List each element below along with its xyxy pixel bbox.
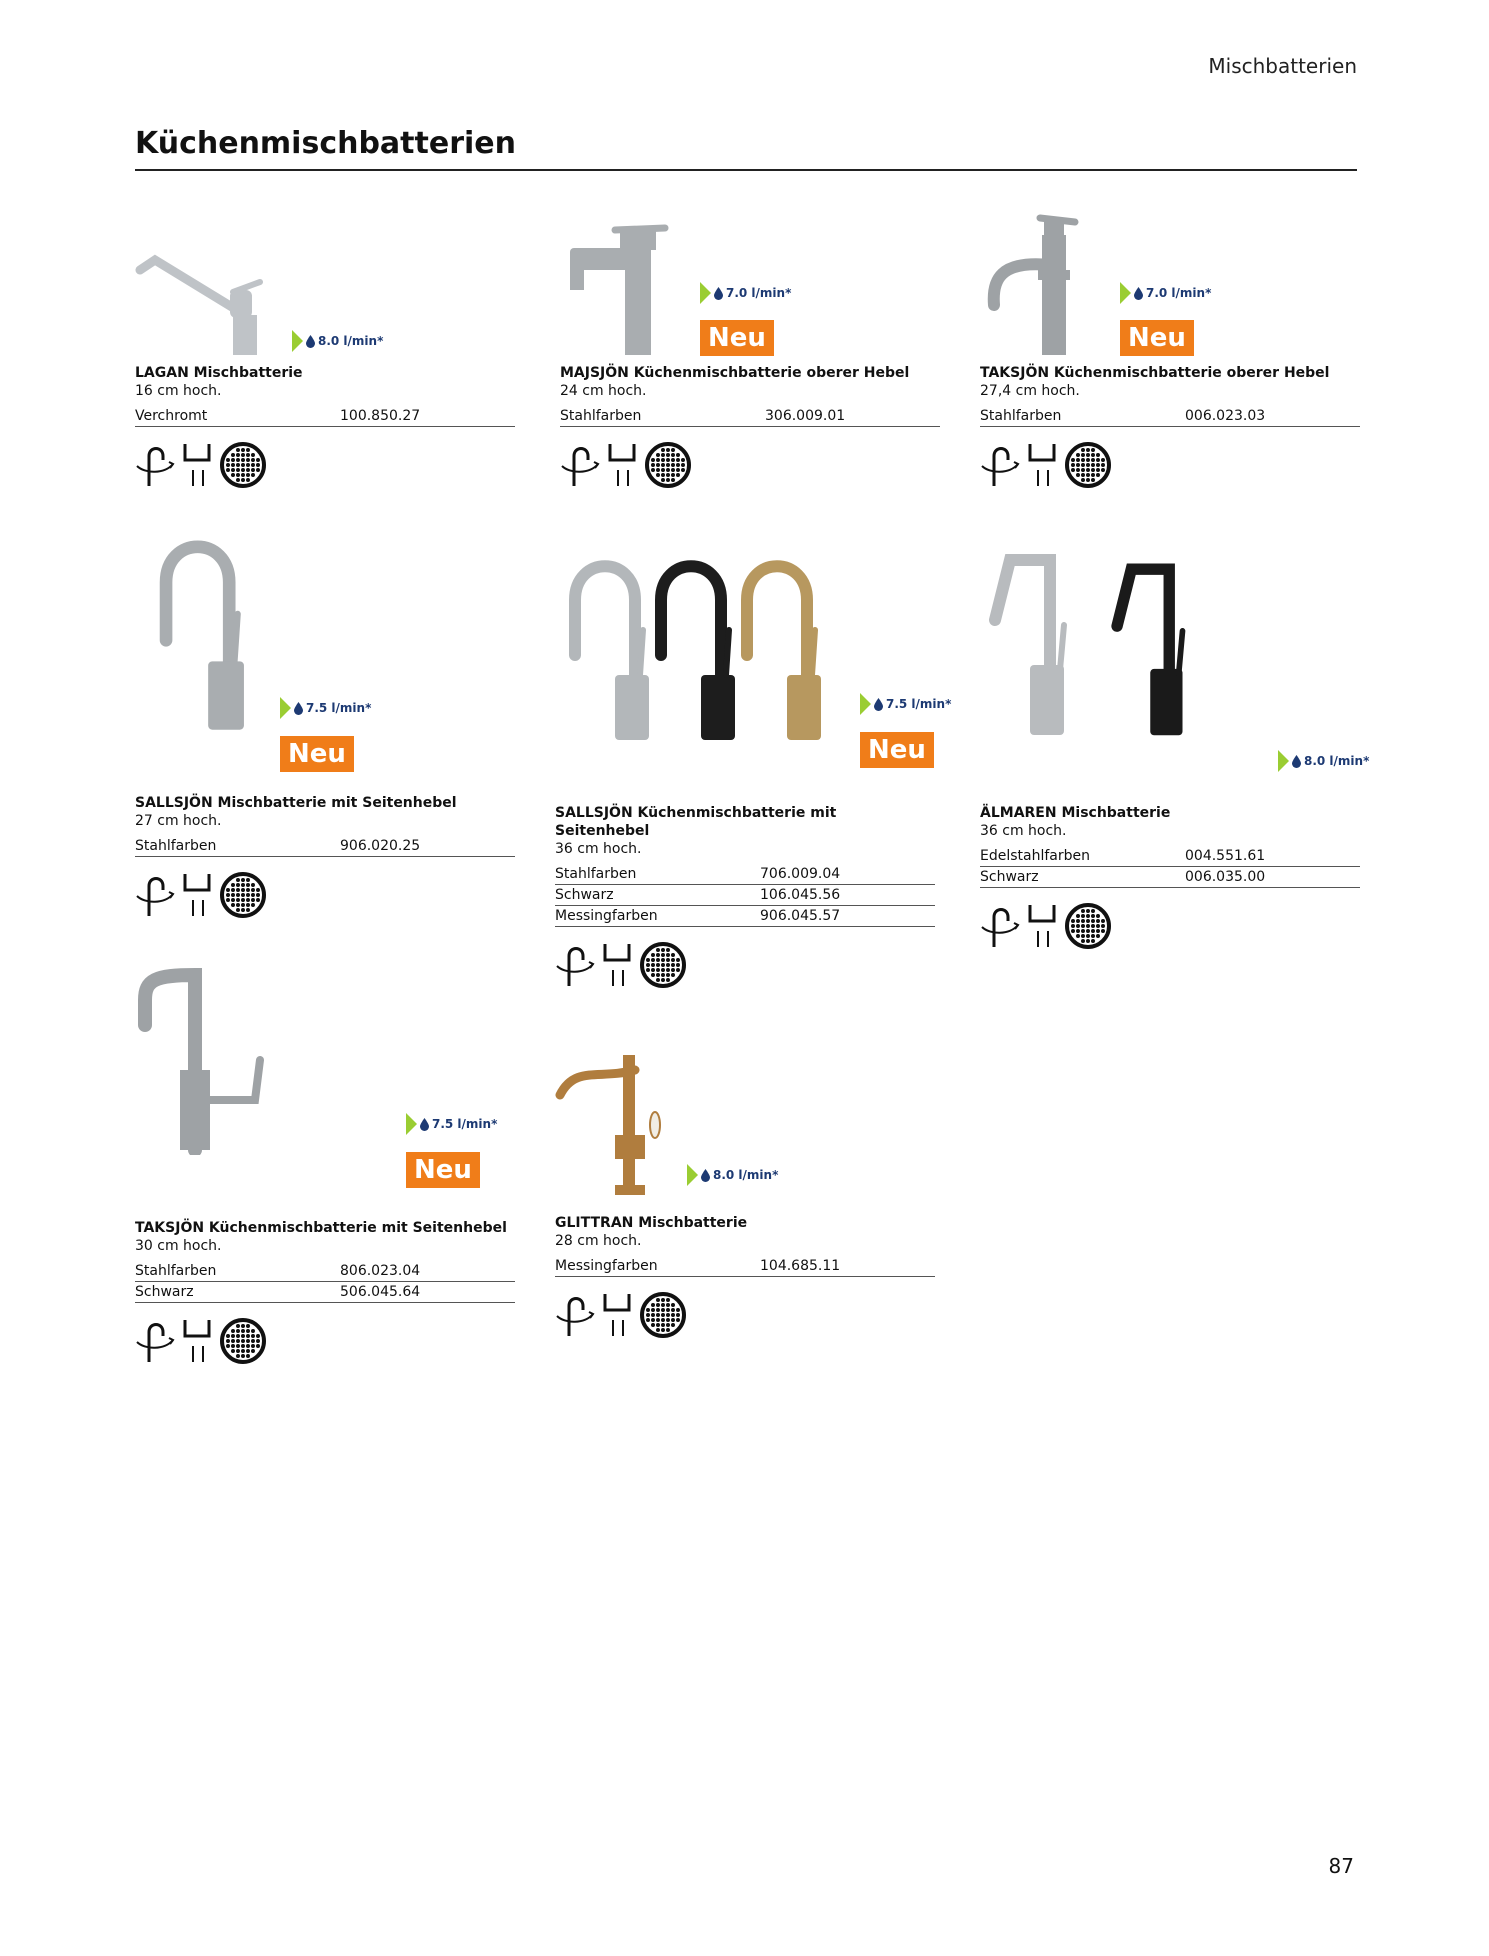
variant-color: Schwarz	[135, 1284, 194, 1300]
variant-row	[555, 906, 935, 927]
double-sink-icon	[179, 1318, 215, 1368]
flow-rate-value: 8.0 l/min*	[318, 334, 384, 348]
double-sink-icon	[599, 1292, 635, 1342]
double-sink-icon	[604, 442, 640, 492]
faucet-image	[980, 545, 1090, 740]
double-sink-icon	[179, 872, 215, 922]
aerator-icon	[644, 441, 692, 493]
product-name: TAKSJÖN Küchenmischbatterie mit Seitenhebel	[135, 1220, 507, 1236]
variant-row	[135, 406, 515, 427]
green-arrow-icon	[700, 282, 711, 304]
feature-icons	[980, 902, 1360, 954]
product-name: GLITTRAN Mischbatterie	[555, 1215, 748, 1231]
water-drop-icon	[306, 335, 315, 348]
feature-icons	[135, 1317, 515, 1369]
article-number: 006.023.03	[1185, 408, 1266, 424]
green-arrow-icon	[280, 697, 291, 719]
swivel-spout-icon	[135, 872, 175, 922]
variant-table	[555, 864, 935, 927]
feature-icons	[555, 1291, 935, 1343]
flow-rate-badge	[280, 697, 371, 719]
aerator-icon	[1064, 902, 1112, 954]
variant-color: Schwarz	[555, 887, 614, 903]
variant-row	[980, 867, 1360, 888]
product-name: LAGAN Mischbatterie	[135, 365, 303, 381]
swivel-spout-icon	[980, 903, 1020, 953]
new-badge: Neu	[700, 320, 774, 356]
flow-rate-value: 7.5 l/min*	[306, 701, 372, 715]
green-arrow-icon	[406, 1113, 417, 1135]
variant-row	[135, 836, 515, 857]
double-sink-icon	[599, 942, 635, 992]
product-height: 36 cm hoch.	[980, 823, 1067, 839]
aerator-icon	[639, 941, 687, 993]
article-number: 106.045.56	[760, 887, 841, 903]
variant-color: Stahlfarben	[135, 1263, 217, 1279]
section-label: Mischbatterien	[1208, 54, 1357, 78]
product-height: 36 cm hoch.	[555, 841, 642, 857]
faucet-image	[641, 555, 736, 745]
water-drop-icon	[714, 287, 723, 300]
article-number: 004.551.61	[1185, 848, 1266, 864]
feature-icons	[135, 441, 515, 493]
product-name: SALLSJÖN Mischbatterie mit Seitenhebel	[135, 795, 457, 811]
water-drop-icon	[701, 1169, 710, 1182]
variant-row	[980, 846, 1360, 867]
faucet-image	[727, 555, 822, 745]
swivel-spout-icon	[135, 1318, 175, 1368]
aerator-icon	[219, 1317, 267, 1369]
variant-row	[555, 1256, 935, 1277]
product-height: 28 cm hoch.	[555, 1233, 642, 1249]
new-badge: Neu	[406, 1152, 480, 1188]
faucet-image	[555, 555, 650, 745]
green-arrow-icon	[687, 1164, 698, 1186]
variant-color: Verchromt	[135, 408, 208, 424]
variant-table	[980, 406, 1360, 427]
feature-icons	[555, 941, 935, 993]
water-drop-icon	[874, 698, 883, 711]
variant-color: Stahlfarben	[555, 866, 637, 882]
variant-color: Messingfarben	[555, 908, 658, 924]
faucet-image	[1100, 555, 1210, 740]
article-number: 104.685.11	[760, 1258, 841, 1274]
article-number: 806.023.04	[340, 1263, 421, 1279]
variant-color: Stahlfarben	[560, 408, 642, 424]
faucet-image	[560, 200, 670, 360]
swivel-spout-icon	[980, 442, 1020, 492]
new-badge: Neu	[280, 736, 354, 772]
variant-row	[980, 406, 1360, 427]
green-arrow-icon	[1120, 282, 1131, 304]
variant-row	[135, 1261, 515, 1282]
article-number: 506.045.64	[340, 1284, 421, 1300]
flow-rate-badge	[292, 330, 383, 352]
new-badge: Neu	[1120, 320, 1194, 356]
article-number: 306.009.01	[765, 408, 846, 424]
flow-rate-badge	[1120, 282, 1211, 304]
green-arrow-icon	[292, 330, 303, 352]
product-card	[555, 1050, 935, 1343]
variant-color: Edelstahlfarben	[980, 848, 1090, 864]
product-name: TAKSJÖN Küchenmischbatterie oberer Hebel	[980, 365, 1330, 381]
product-card	[555, 585, 935, 993]
variant-row	[560, 406, 940, 427]
faucet-image	[135, 250, 275, 360]
variant-color: Stahlfarben	[135, 838, 217, 854]
flow-rate-value: 7.0 l/min*	[1146, 286, 1212, 300]
article-number: 006.035.00	[1185, 869, 1266, 885]
water-drop-icon	[294, 702, 303, 715]
flow-rate-badge	[860, 693, 951, 715]
double-sink-icon	[1024, 442, 1060, 492]
product-name: ÄLMAREN Mischbatterie	[980, 805, 1171, 821]
flow-rate-value: 7.5 l/min*	[432, 1117, 498, 1131]
product-height: 27,4 cm hoch.	[980, 383, 1080, 399]
green-arrow-icon	[860, 693, 871, 715]
product-height: 24 cm hoch.	[560, 383, 647, 399]
page-number: 87	[1328, 1854, 1354, 1878]
feature-icons	[135, 871, 515, 923]
swivel-spout-icon	[555, 1292, 595, 1342]
article-number: 906.020.25	[340, 838, 421, 854]
swivel-spout-icon	[135, 442, 175, 492]
faucet-image	[980, 200, 1090, 360]
aerator-icon	[1064, 441, 1112, 493]
variant-table	[135, 1261, 515, 1303]
article-number: 100.850.27	[340, 408, 421, 424]
faucet-image	[555, 1050, 680, 1200]
product-image-area	[555, 1050, 935, 1210]
article-number: 906.045.57	[760, 908, 841, 924]
product-name: SALLSJÖN Küchenmischbatterie mit Seitenhebel	[555, 805, 837, 839]
variant-table	[555, 1256, 935, 1277]
flow-rate-badge	[700, 282, 791, 304]
water-drop-icon	[420, 1118, 429, 1131]
feature-icons	[560, 441, 940, 493]
swivel-spout-icon	[560, 442, 600, 492]
product-height: 27 cm hoch.	[135, 813, 222, 829]
double-sink-icon	[179, 442, 215, 492]
water-drop-icon	[1292, 755, 1301, 768]
aerator-icon	[639, 1291, 687, 1343]
variant-color: Schwarz	[980, 869, 1039, 885]
variant-color: Messingfarben	[555, 1258, 658, 1274]
flow-rate-badge	[1278, 750, 1369, 772]
flow-rate-badge	[406, 1113, 497, 1135]
green-arrow-icon	[1278, 750, 1289, 772]
aerator-icon	[219, 441, 267, 493]
variant-row	[135, 1282, 515, 1303]
article-number: 706.009.04	[760, 866, 841, 882]
page-title: Küchenmischbatterien	[135, 126, 516, 161]
feature-icons	[980, 441, 1360, 493]
water-drop-icon	[1134, 287, 1143, 300]
flow-rate-value: 8.0 l/min*	[713, 1168, 779, 1182]
flow-rate-value: 7.0 l/min*	[726, 286, 792, 300]
variant-color: Stahlfarben	[980, 408, 1062, 424]
flow-rate-value: 8.0 l/min*	[1304, 754, 1370, 768]
variant-row	[555, 864, 935, 885]
variant-table	[135, 836, 515, 857]
swivel-spout-icon	[555, 942, 595, 992]
flow-rate-value: 7.5 l/min*	[886, 697, 952, 711]
variant-table	[980, 846, 1360, 888]
faucet-image	[135, 960, 265, 1155]
product-name: MAJSJÖN Küchenmischbatterie oberer Hebel	[560, 365, 910, 381]
aerator-icon	[219, 871, 267, 923]
flow-rate-badge	[687, 1164, 778, 1186]
title-divider	[135, 169, 1357, 171]
product-height: 16 cm hoch.	[135, 383, 222, 399]
faucet-image	[135, 535, 255, 735]
double-sink-icon	[1024, 903, 1060, 953]
variant-table	[560, 406, 940, 427]
variant-row	[555, 885, 935, 906]
variant-table	[135, 406, 515, 427]
new-badge: Neu	[860, 732, 934, 768]
product-height: 30 cm hoch.	[135, 1238, 222, 1254]
